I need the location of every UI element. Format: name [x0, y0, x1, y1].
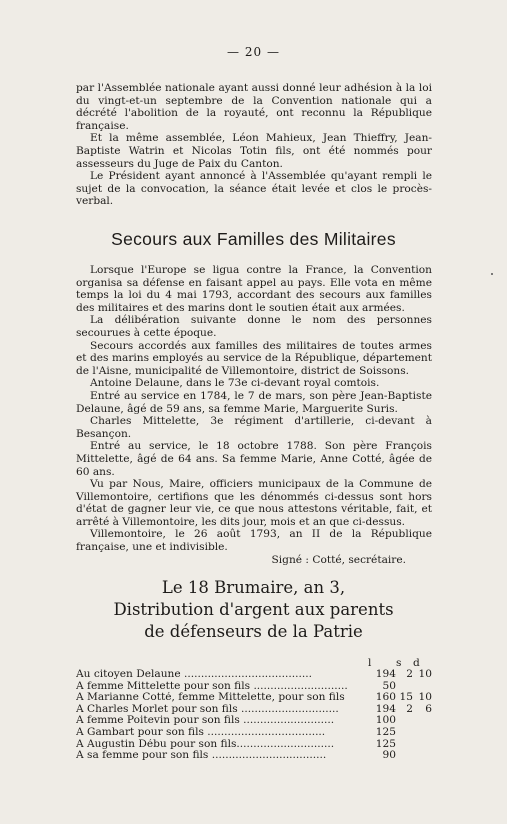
body-paragraph: Lorsque l'Europe se ligua contre la France, la Convention organisa sa défense en faisant appel au pays. Elle vota en même temps la loi du 4 mai 1793, accordant des secours aux familles des militaires et des marins dont le soutien était aux armées.: [76, 264, 432, 314]
row-label: A femme Poitevin pour son fils ...........................: [76, 715, 335, 727]
cell-livres: 160: [375, 691, 396, 704]
cell-livres: 100: [375, 714, 396, 727]
cell-livres: 90: [382, 749, 396, 762]
body-paragraph: La délibération suivante donne le nom des personnes secourues à cette époque.: [76, 314, 432, 339]
body-paragraph: Antoine Delaune, dans le 73e ci-devant royal comtois.: [90, 377, 380, 390]
intro-text: [76, 82, 432, 208]
title-line-2: Distribution d'argent aux parents: [113, 600, 394, 619]
cell-sous: 2: [406, 702, 413, 715]
cell-deniers: [413, 727, 432, 739]
intro-paragraph: Le Président ayant annoncé à l'Assemblée qu'ayant rempli le sujet de la convocation, la séance était levée et clos le procès-verbal.: [76, 170, 432, 208]
column-deniers: d: [413, 657, 420, 669]
table-row: [76, 739, 432, 751]
cell-deniers: [413, 715, 432, 727]
cell-sous: [396, 727, 413, 739]
cell-deniers: 6: [425, 702, 432, 715]
cell-sous: [396, 739, 413, 751]
body-paragraph: Entré au service, le 18 octobre 1788. Son père François Mittelette, âgé de 64 ans. Sa femme Marie, Anne Cotté, âgée de 60 ans.: [76, 440, 432, 478]
row-label: A Gambart pour son fils ...................................: [76, 726, 326, 738]
cell-sous: 15: [399, 691, 413, 704]
body-paragraph: Entré au service en 1784, le 7 de mars, son père Jean-Baptiste Delaune, âgé de 59 ans, sa femme Marie, Marguerite Suris.: [76, 389, 432, 415]
cell-deniers: 10: [418, 668, 432, 680]
column-sous: s: [396, 657, 402, 669]
cell-deniers: [413, 750, 432, 762]
row-label: A Marianne Cotté, femme Mittelette, pour son fils: [76, 692, 345, 704]
section-title-secours: Secours aux Familles des Militaires: [111, 229, 396, 249]
cell-livres: 50: [382, 679, 396, 692]
body-paragraph: Vu par Nous, Maire, officiers municipaux de la Commune de Villemontoire, certifions que les dénommés ci-dessus sont hors d'état de gagner leur vie, ce que nous attestons véritable, fait, et arrêté à Villemontoire, les dits jour, mois et an que ci-dessus.: [76, 478, 432, 528]
page-number: — 20 —: [227, 45, 280, 59]
cell-sous: [396, 750, 413, 762]
table-row: [76, 750, 432, 762]
paper-speck: [491, 273, 493, 275]
cell-sous: [396, 715, 413, 727]
cell-livres: 125: [375, 725, 396, 738]
cell-livres: 125: [375, 737, 396, 750]
title-line-1: Le 18 Brumaire, an 3,: [161, 578, 346, 597]
body-paragraph: Secours accordés aux familles des militaires de toutes armes et des marins employés au service de la République, département de l'Aisne, municipalité de Villemontoire, district de Soissons.: [76, 339, 432, 377]
title-line-3: de défenseurs de la Patrie: [144, 622, 363, 641]
intro-paragraph: par l'Assemblée nationale ayant aussi donné leur adhésion à la loi du vingt-et-un septembre de la Convention nationale qui a décrété l'abolition de la royauté, ont reconnu la République française.: [76, 82, 432, 132]
table-row: [76, 727, 432, 739]
cell-sous: 2: [406, 668, 413, 680]
body-paragraph: Charles Mittelette, 3e régiment d'artillerie, ci-devant à Besançon.: [76, 415, 432, 440]
cell-deniers: [413, 739, 432, 751]
row-label: A Charles Morlet pour son fils .............................: [76, 703, 339, 715]
table-row: [76, 669, 432, 681]
row-label: A Augustin Débu pour son fils.............................: [76, 738, 335, 750]
distribution-table: [76, 657, 432, 762]
cell-livres: 194: [375, 702, 396, 715]
body-paragraph: Villemontoire, le 26 août 1793, an II de la République française, une et indivisible.: [76, 528, 432, 554]
section-title-brumaire: [0, 577, 507, 643]
row-label: Au citoyen Delaune ......................................: [76, 669, 312, 680]
cell-deniers: 10: [418, 691, 432, 704]
signature: Signé : Cotté, secrétaire.: [271, 553, 406, 566]
row-label: A femme Mittelette pour son fils ............................: [76, 680, 348, 692]
row-label: A sa femme pour son fils ..................................: [76, 750, 327, 762]
cell-livres: 194: [375, 668, 396, 680]
intro-paragraph: Et la même assemblée, Léon Mahieux, Jean Thieffry, Jean-Baptiste Watrin et Nicolas Totin fils, ont été nommés pour assesseurs du Juge de Paix du Canton.: [76, 132, 432, 170]
column-livres: l: [368, 657, 372, 669]
secours-text: [76, 264, 432, 566]
